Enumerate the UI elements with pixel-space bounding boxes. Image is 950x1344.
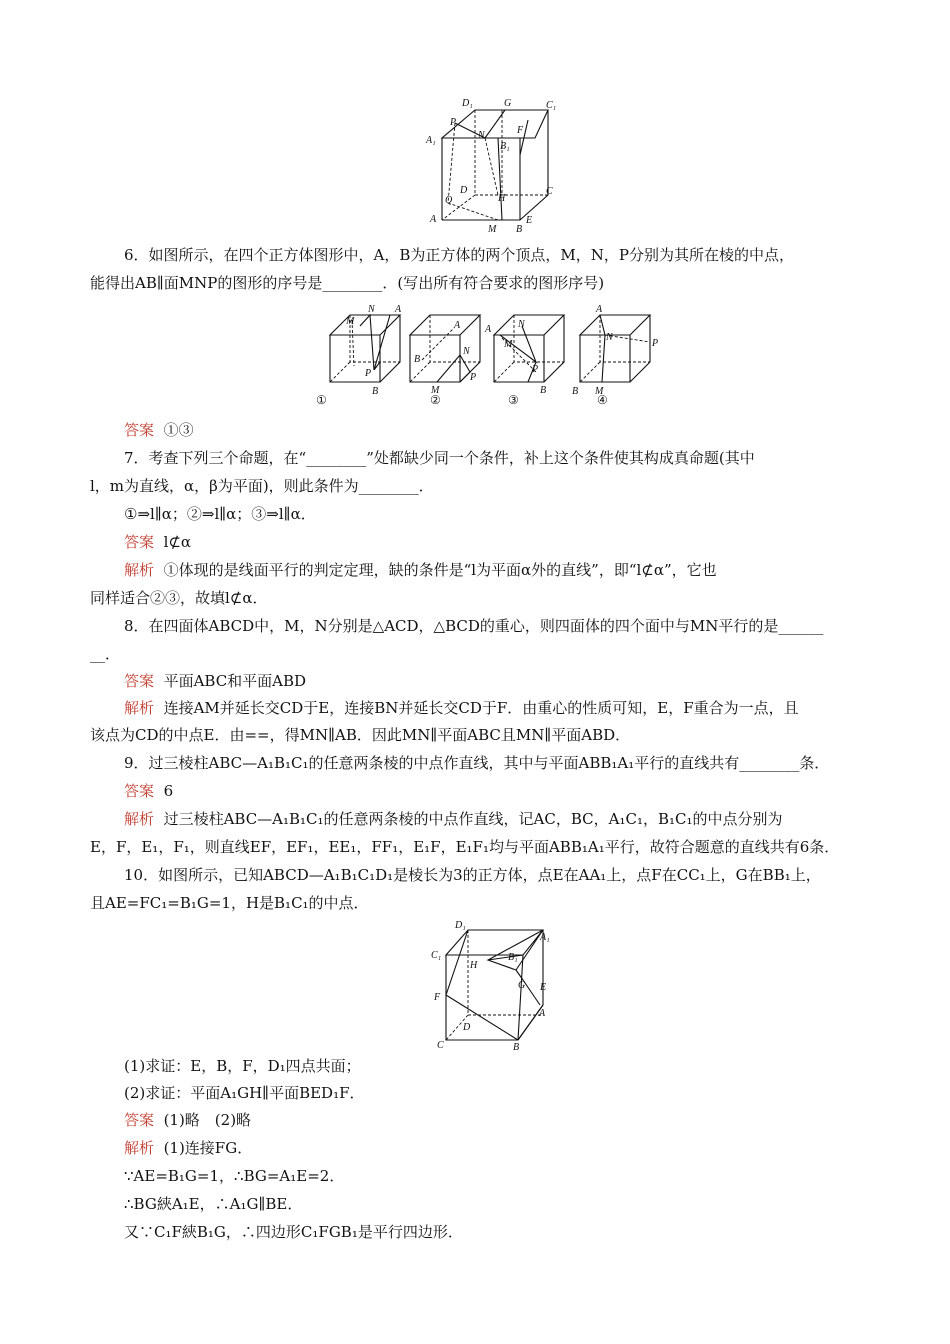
q9-line1: 9．过三棱柱ABC—A₁B₁C₁的任意两条棱的中点作直线，其中与平面ABB₁A₁平行的直线共有________条． xyxy=(124,754,830,772)
figure-label: M xyxy=(595,386,604,397)
figure-label: N xyxy=(463,346,470,357)
fig-top-label: D xyxy=(460,185,468,196)
q7-analysis1: 解析 ①体现的是线面平行的判定定理，缺的条件是“l为平面α外的直线”，即“l⊄α”，它也 xyxy=(124,561,717,579)
figure-label: B xyxy=(414,354,421,365)
figure-label: N xyxy=(368,304,375,315)
q10-part1: (1)求证：E，B，F，D₁四点共面； xyxy=(124,1057,361,1075)
fig-top-label: D₁ xyxy=(462,98,473,109)
fig-q10-label: B xyxy=(513,1042,520,1053)
figure-label: B xyxy=(572,386,579,397)
figure-label: A xyxy=(454,320,461,331)
q10-analysis4: 又∵C₁F綊B₁G，∴四边形C₁FGB₁是平行四边形． xyxy=(124,1223,463,1241)
fig-q10-label: A xyxy=(539,1008,546,1019)
q10-part2: (2)求证：平面A₁GH∥平面BED₁F． xyxy=(124,1084,365,1102)
q9-answer: 答案 6 xyxy=(124,782,174,800)
cube-number: ② xyxy=(430,393,441,407)
figure-label: P xyxy=(365,368,372,379)
cube-2 xyxy=(410,315,480,407)
fig-q10-label: F xyxy=(434,992,441,1003)
fig-q10-label: A₁ xyxy=(540,932,550,943)
fig-top-label: C₁ xyxy=(546,100,557,111)
cube-number: ① xyxy=(316,393,327,407)
figure-four-cubes xyxy=(316,300,672,412)
fig-q10-label: C₁ xyxy=(431,950,442,961)
q10-line1: 10．如图所示，已知ABCD—A₁B₁C₁D₁是棱长为3的正方体，点E在AA₁上，点F在CC₁上，G在BB₁上， xyxy=(124,866,821,884)
q10-answer: 答案 (1)略 (2)略 xyxy=(124,1111,252,1129)
fig-top-label: B xyxy=(516,224,523,235)
q8-analysis1: 解析 连接AM并延长交CD于E，连接BN并延长交CD于F．由重心的性质可知，E，F重合为一点，且 xyxy=(124,699,799,717)
fig-top-label: F xyxy=(517,125,524,136)
figure-label: P xyxy=(652,338,659,349)
fig-top-label: A xyxy=(430,214,437,225)
figure-label: B xyxy=(540,385,547,396)
fig-q10-label: E xyxy=(540,982,547,993)
figure-top-prism xyxy=(420,95,570,235)
figure-label: A xyxy=(485,324,492,335)
fig-q10-label: H xyxy=(470,960,478,971)
fig-top-label: B₁ xyxy=(500,141,510,152)
fig-top-label: P xyxy=(450,117,457,128)
cube-4 xyxy=(572,304,658,407)
fig-top-label: A₁ xyxy=(426,135,436,146)
figure-label: P xyxy=(532,364,539,375)
fig-top-label: M xyxy=(488,224,497,235)
q9-analysis2: E，F，E₁，F₁，则直线EF，EF₁，EE₁，FF₁，E₁F，E₁F₁均与平面ABB₁A₁平行，故符合题意的直线共有6条． xyxy=(90,838,840,856)
fig-q10-label: B₁ xyxy=(508,952,518,963)
cube-number: ④ xyxy=(597,393,608,407)
figure-label: P xyxy=(470,372,477,383)
q7-analysis2: 同样适合②③，故填l⊄α． xyxy=(90,589,268,607)
cube-number: ③ xyxy=(508,393,519,407)
fig-top-label: H xyxy=(498,193,506,204)
q10-analysis3: ∴BG綊A₁E，∴A₁G∥BE． xyxy=(124,1195,303,1213)
figure-q10-cube xyxy=(428,920,563,1053)
fig-top-label: N xyxy=(478,130,485,141)
figure-label: A xyxy=(596,304,603,315)
cube-1 xyxy=(316,304,402,407)
q7-line2: l，m为直线，α，β为平面)，则此条件为________． xyxy=(90,477,434,495)
figure-label: M xyxy=(346,316,355,327)
fig-top-label: C xyxy=(546,186,553,197)
figure-label: N xyxy=(518,319,525,330)
q8-line2: __． xyxy=(90,645,121,663)
figure-label: A xyxy=(395,304,402,315)
fig-top-label: Q xyxy=(445,195,453,206)
fig-q10-label: D₁ xyxy=(455,920,466,931)
q10-line2: 且AE=FC₁=B₁G=1，H是B₁C₁的中点． xyxy=(90,894,369,912)
q10-analysis2: ∵AE=B₁G=1，∴BG=A₁E=2． xyxy=(124,1167,345,1185)
fig-top-label: E xyxy=(526,215,533,226)
fig-top-label: G xyxy=(504,98,512,109)
q7-answer: 答案 l⊄α xyxy=(124,533,192,551)
q7-line1: 7．考查下列三个命题，在“________”处都缺少同一个条件，补上这个条件使其构成真命题(其中 xyxy=(124,449,755,467)
figure-label: M xyxy=(431,385,440,396)
q6-line2: 能得出AB∥面MNP的图形的序号是________．(写出所有符合要求的图形序号) xyxy=(90,274,605,292)
q6-line1: 6．如图所示，在四个正方体图形中，A，B为正方体的两个顶点，M，N，P分别为其所在棱的中点， xyxy=(124,246,794,264)
figure-label: B xyxy=(372,386,379,397)
q9-analysis1: 解析 过三棱柱ABC—A₁B₁C₁的任意两条棱的中点作直线，记AC，BC，A₁C₁，B₁C₁的中点分别为 xyxy=(124,810,783,828)
q8-line1: 8．在四面体ABCD中，M，N分别是△ACD，△BCD的重心，则四面体的四个面中与MN平行的是______ xyxy=(124,617,824,635)
fig-q10-label: G xyxy=(518,980,526,991)
figure-label: M xyxy=(504,339,513,350)
fig-q10-label: D xyxy=(463,1022,471,1033)
q10-analysis1: 解析 (1)连接FG． xyxy=(124,1139,253,1157)
cube-3 xyxy=(484,315,564,407)
q8-answer: 答案 平面ABC和平面ABD xyxy=(124,672,307,690)
fig-q10-label: C xyxy=(437,1040,444,1051)
q6-answer: 答案 ①③ xyxy=(124,421,194,439)
figure-label: N xyxy=(606,332,613,343)
q8-analysis2: 该点为CD的中点E．由==，得MN∥AB．因此MN∥平面ABC且MN∥平面ABD． xyxy=(90,726,631,744)
q7-line3: ①⇒l∥α；②⇒l∥α；③⇒l∥α． xyxy=(124,505,316,523)
